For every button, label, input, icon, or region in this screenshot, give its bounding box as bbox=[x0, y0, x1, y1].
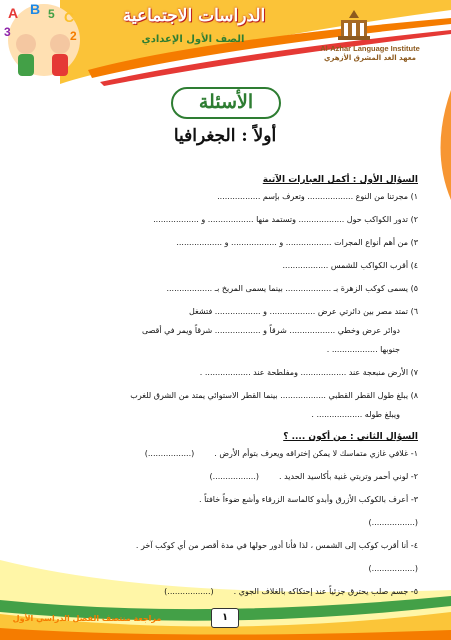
page-header bbox=[0, 0, 451, 84]
institute-name-ar: معهد الغد المشرق الأزهري bbox=[323, 54, 416, 62]
answer-blank: (.................) bbox=[368, 518, 418, 527]
identify-item bbox=[40, 447, 418, 460]
section-title: أولاً : الجغرافيا bbox=[173, 126, 277, 146]
subject-title: الدراسات الاجتماعية bbox=[122, 6, 266, 26]
identify-item-text: ٥- جسم صلب يحترق جزئياً عند إحتكاكه بالغلاف الجوي . bbox=[233, 587, 418, 596]
completion-item: ٣) من أهم أنواع المجرات .................. و .................. و .................. bbox=[176, 238, 418, 247]
identify-item-answer bbox=[40, 562, 418, 575]
identify-item-text: ٢- لوني أحمر وتربتي غنية بأكاسيد الحديد . bbox=[279, 472, 418, 481]
completion-item-continuation: دوائر عرض وخطي .................. شرقاً و .................. شرقاً ويمر في أقصى bbox=[141, 326, 400, 335]
completion-item: ١) مجرتنا من النوع .................. وتعرف بإسم ................. bbox=[217, 192, 418, 201]
kids-art-letter: 2 bbox=[70, 29, 77, 43]
kids-letters-illustration bbox=[0, 0, 88, 84]
completion-item: ٤) أقرب الكواكب للشمس .................. bbox=[282, 261, 418, 270]
grade-label: الصف الأول الإعدادي bbox=[141, 34, 245, 45]
answer-blank: (.................) bbox=[144, 449, 195, 458]
identify-item bbox=[40, 585, 418, 598]
identify-item-text: ٤- أنا أقرب كوكب إلى الشمس ، لذا فأنا أدور حولها في مدة أقصر من أي كوكب آخر . bbox=[135, 541, 418, 550]
kids-art-letter: 5 bbox=[48, 7, 55, 21]
question-heading: السؤال الأول : أكمل العبارات الآتية bbox=[262, 175, 418, 185]
completion-item-continuation: ويبلغ طوله .................. . bbox=[311, 410, 400, 419]
completion-item: ٧) الأرض منبعجة عند .................. ومفلطحة عند .................. . bbox=[199, 368, 418, 377]
identify-item bbox=[40, 539, 418, 552]
identify-item bbox=[40, 493, 418, 506]
identify-item-text: ١- غلافي غازي متماسك لا يمكن إختراقه ويعرف بتوأم الأرض . bbox=[214, 449, 418, 458]
identify-item-text: ٣- أعرف بالكوكب الأزرق وأبدو كالماسة الزرقاء وأشع ضوءاً خافتاً . bbox=[199, 495, 418, 504]
question-heading: السؤال الثاني : من أكون .... ؟ bbox=[283, 432, 418, 442]
page-title: الأسئلة bbox=[198, 91, 254, 113]
page-number: ١ bbox=[211, 608, 239, 628]
answer-blank: (.................) bbox=[209, 472, 259, 481]
institute-logo-icon bbox=[335, 8, 373, 42]
kids-art-letter: A bbox=[8, 5, 19, 21]
identify-item bbox=[40, 470, 418, 483]
identify-item-answer bbox=[40, 516, 418, 529]
completion-item: ٨) يبلغ طول القطر القطبي .................. بينما القطر الاستوائي يمتد من الشرق للغرب bbox=[130, 391, 418, 400]
completion-item-continuation: جنوبها .................. . bbox=[326, 345, 400, 354]
institute-name-en: Al-Azhar Language Institute bbox=[320, 44, 420, 53]
answer-blank: (.................) bbox=[164, 587, 214, 596]
kids-art-letter: C bbox=[64, 9, 75, 25]
kids-art-letter: 3 bbox=[4, 25, 11, 39]
footer-text: مراجعة منتصف الفصل الدراسي الأول bbox=[12, 614, 162, 623]
answer-blank: (.................) bbox=[368, 564, 418, 573]
completion-item: ٥) يسمى كوكب الزهرة بـ .................. بينما يسمى المريخ بـ .................. bbox=[166, 284, 418, 293]
completion-item: ٢) تدور الكواكب حول .................. وتستمد منها .................. و .................. bbox=[153, 215, 418, 224]
completion-item: ٦) تمتد مصر بين دائرتي عرض .................. و .................. فتشغل bbox=[188, 307, 418, 316]
kids-art-letter: B bbox=[30, 1, 41, 17]
worksheet-content bbox=[40, 174, 418, 608]
